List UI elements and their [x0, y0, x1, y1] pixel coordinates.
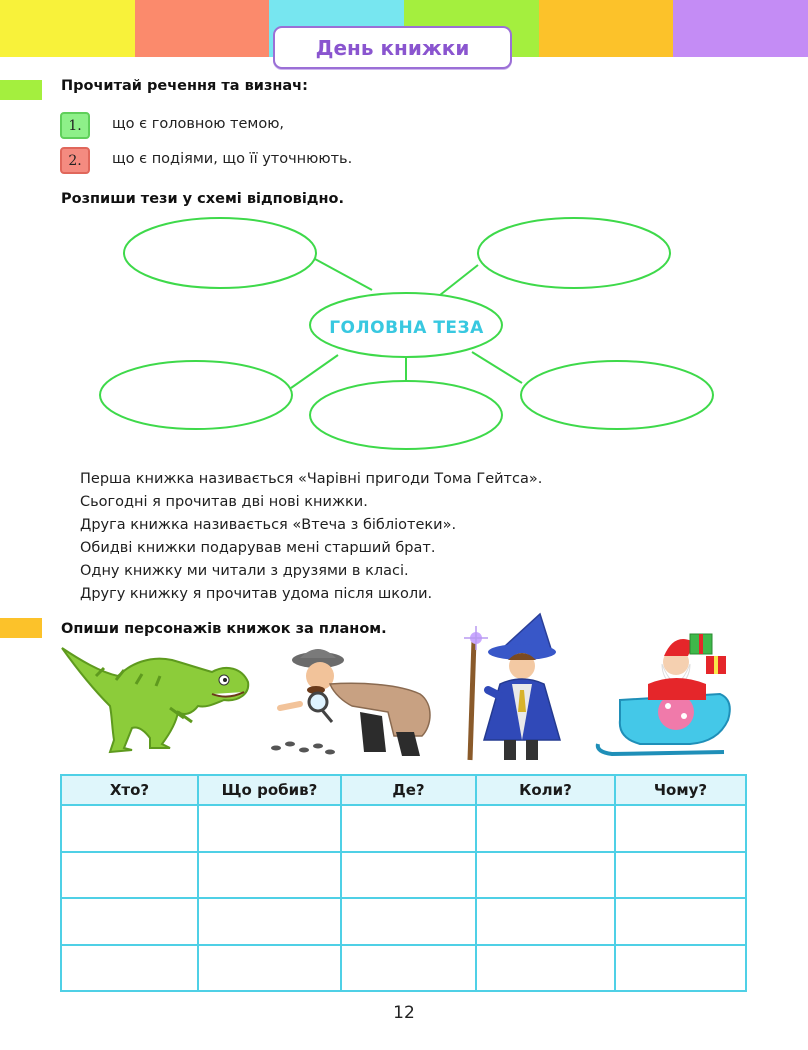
table-cell[interactable] [615, 898, 746, 945]
connector-bottom-left [291, 355, 338, 388]
connector-top-right [440, 265, 478, 295]
table-cell[interactable] [476, 945, 615, 992]
page-title: День книжки [273, 26, 512, 69]
oval-top-right [478, 218, 670, 288]
oval-bottom-right [521, 361, 713, 429]
connector-bottom-right [472, 352, 522, 383]
column-header-why: Чому? [615, 775, 746, 805]
table-cell[interactable] [61, 805, 198, 852]
table-row [61, 945, 746, 992]
step-text-2: що є подіями, що її уточнюють. [112, 151, 353, 167]
table-header-row [61, 775, 746, 805]
sentence-item: Другу книжку я прочитав удома після школи. [80, 586, 433, 602]
number-badge-1: 1. [60, 112, 90, 139]
table-cell[interactable] [476, 805, 615, 852]
stripe-yellow [0, 0, 135, 57]
sentence-list [80, 468, 680, 606]
dinosaur-icon [62, 648, 248, 752]
oval-bottom-left [100, 361, 292, 429]
table-cell[interactable] [198, 805, 341, 852]
column-header-what-did: Що робив? [198, 775, 341, 805]
step-text-1: що є головною темою, [112, 116, 285, 132]
stripe-salmon [135, 0, 270, 57]
column-header-where: Де? [341, 775, 476, 805]
sentence-item: Обидві книжки подарував мені старший брат. [80, 540, 436, 556]
section-marker-green [0, 80, 42, 100]
instruction-describe: Опиши персонажів книжок за планом. [61, 621, 387, 637]
instruction-read: Прочитай речення та визнач: [61, 78, 308, 94]
table-cell[interactable] [61, 945, 198, 992]
wizard-icon [464, 614, 560, 760]
table-row [61, 805, 746, 852]
stripe-purple [673, 0, 808, 57]
table-cell[interactable] [61, 898, 198, 945]
table-cell[interactable] [341, 852, 476, 899]
santa-sleigh-icon [598, 634, 730, 754]
table-cell[interactable] [615, 945, 746, 992]
table-cell[interactable] [476, 852, 615, 899]
table-cell[interactable] [476, 898, 615, 945]
table-cell[interactable] [198, 852, 341, 899]
table-cell[interactable] [61, 852, 198, 899]
instruction-scheme: Розпиши тези у схемі відповідно. [61, 191, 345, 207]
connector-top-left [315, 259, 372, 290]
stripe-orange [539, 0, 674, 57]
table-cell[interactable] [198, 945, 341, 992]
table-cell[interactable] [341, 805, 476, 852]
main-thesis-label: ГОЛОВНА ТЕЗА [329, 318, 484, 338]
table-row [61, 852, 746, 899]
detective-icon [271, 649, 430, 756]
sentence-item: Одну книжку ми читали з друзями в класі. [80, 563, 409, 579]
character-pictures [55, 610, 755, 770]
oval-top-left [124, 218, 316, 288]
sentence-item: Сьогодні я прочитав дві нові книжки. [80, 494, 368, 510]
table-row [61, 898, 746, 945]
table-cell[interactable] [615, 805, 746, 852]
table-cell[interactable] [615, 852, 746, 899]
sentence-item: Перша книжка називається «Чарівні пригоди Тома Гейтса». [80, 471, 543, 487]
table-cell[interactable] [198, 898, 341, 945]
sentence-item: Друга книжка називається «Втеча з бібліотеки». [80, 517, 457, 533]
column-header-when: Коли? [476, 775, 615, 805]
table-cell[interactable] [341, 945, 476, 992]
column-header-who: Хто? [61, 775, 198, 805]
oval-bottom-middle [310, 381, 502, 449]
table-cell[interactable] [341, 898, 476, 945]
number-badge-2: 2. [60, 147, 90, 174]
page-number: 12 [393, 1003, 415, 1023]
section-marker-orange [0, 618, 42, 638]
characters-plan-table [60, 774, 747, 992]
